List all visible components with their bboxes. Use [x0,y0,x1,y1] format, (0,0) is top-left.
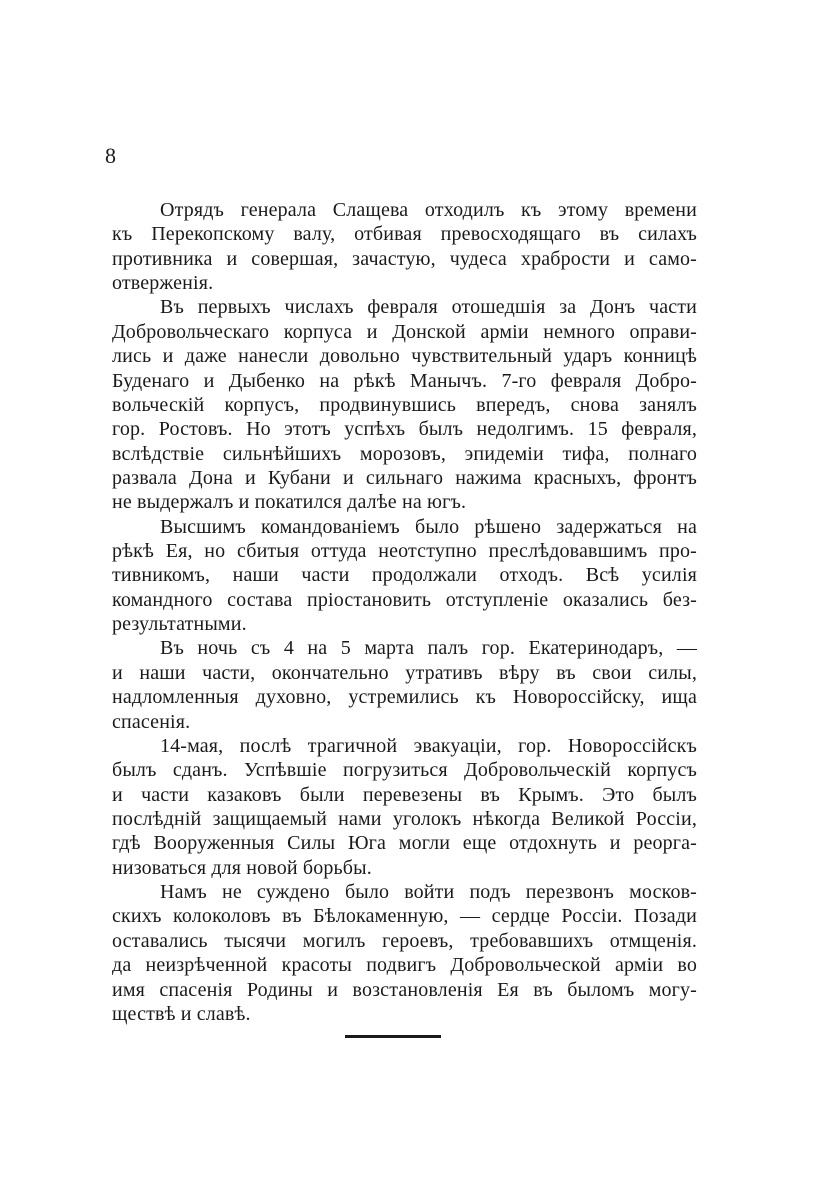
text-line: рѣкѣ Ея, но сбитыя оттуда неотступно преслѣдовавшимъ про- [112,540,697,563]
text-line: развала Дона и Кубани и сильнаго нажима красныхъ, фронтъ [112,466,697,489]
text-line: Отрядъ генерала Слащева отходилъ къ этому времени [160,199,697,221]
text-line: гдѣ Вооруженныя Силы Юга могли еще отдохнуть и реорга- [112,832,697,855]
text-line: низоваться для новой борьбы. [112,856,372,879]
text-line: 14-мая, послѣ трагичной эвакуаціи, гор. Новороссійскъ [160,734,697,757]
text-line: имя спасенія Родины и возстановленія Ея въ быломъ могу- [112,978,697,1001]
text-line: послѣдній защищаемый нами уголокъ нѣкогда Великой Россіи, [112,807,697,830]
text-line: не выдержалъ и покатился далѣе на югъ. [112,491,467,514]
text-line: ществѣ и славѣ. [112,1002,251,1025]
text-line: спасенія. [112,710,191,733]
text-line: отверженія. [112,272,214,295]
text-line: Буденаго и Дыбенко на рѣкѣ Манычъ. 7-го февраля Добро- [112,369,697,392]
text-line: гор. Ростовъ. Но этотъ успѣхъ былъ недолгимъ. 15 февраля, [112,418,697,441]
text-line: Въ первыхъ числахъ февраля отошедшія за Донъ части [160,296,697,319]
text-line: Намъ не суждено было войти подъ перезвонъ москов- [160,881,697,904]
text-line: командного состава пріостановить отступленіе оказались без- [112,588,697,611]
text-line: оставались тысячи могилъ героевъ, требовавшихъ отмщенія. [112,929,697,952]
text-line: былъ сданъ. Успѣвшіе погрузиться Добровольческій корпусъ [112,759,697,782]
text-line: результатными. [112,613,247,636]
text-line: противника и совершая, зачастую, чудеса храбрости и само- [112,247,697,270]
end-rule [345,1035,441,1038]
page-number: 8 [105,143,116,168]
text-line: къ Перекопскому валу, отбивая превосходящаго въ силахъ [112,223,697,246]
text-line: тивникомъ, наши части продолжали отходъ. Всѣ усилія [112,564,697,587]
text-line: надломленныя духовно, устремились къ Новороссійску, ища [112,686,697,709]
body-text [112,198,697,1026]
text-line: Добровольческаго корпуса и Донской арміи немного оправи- [112,320,697,343]
text-line: вслѣдствіе сильнѣйшихъ морозовъ, эпидеміи тифа, полнаго [112,442,697,465]
text-line: Высшимъ командованіемъ было рѣшено задержаться на [160,515,697,538]
text-line: да неизрѣченной красоты подвигъ Добровольческой арміи во [112,954,697,977]
text-line: и наши части, окончательно утративъ вѣру въ свои силы, [112,661,697,684]
text-line: и части казаковъ были перевезены въ Крымъ. Это былъ [112,783,697,806]
text-line: Въ ночь съ 4 на 5 марта палъ гор. Екатеринодаръ, — [160,637,697,660]
text-line: лись и даже нанесли довольно чувствительный ударъ конницѣ [112,345,697,368]
text-line: скихъ колоколовъ въ Бѣлокаменную, — сердце Россіи. Позади [112,905,697,928]
text-line: вольческій корпусъ, продвинувшись впередъ, снова занялъ [112,393,697,416]
